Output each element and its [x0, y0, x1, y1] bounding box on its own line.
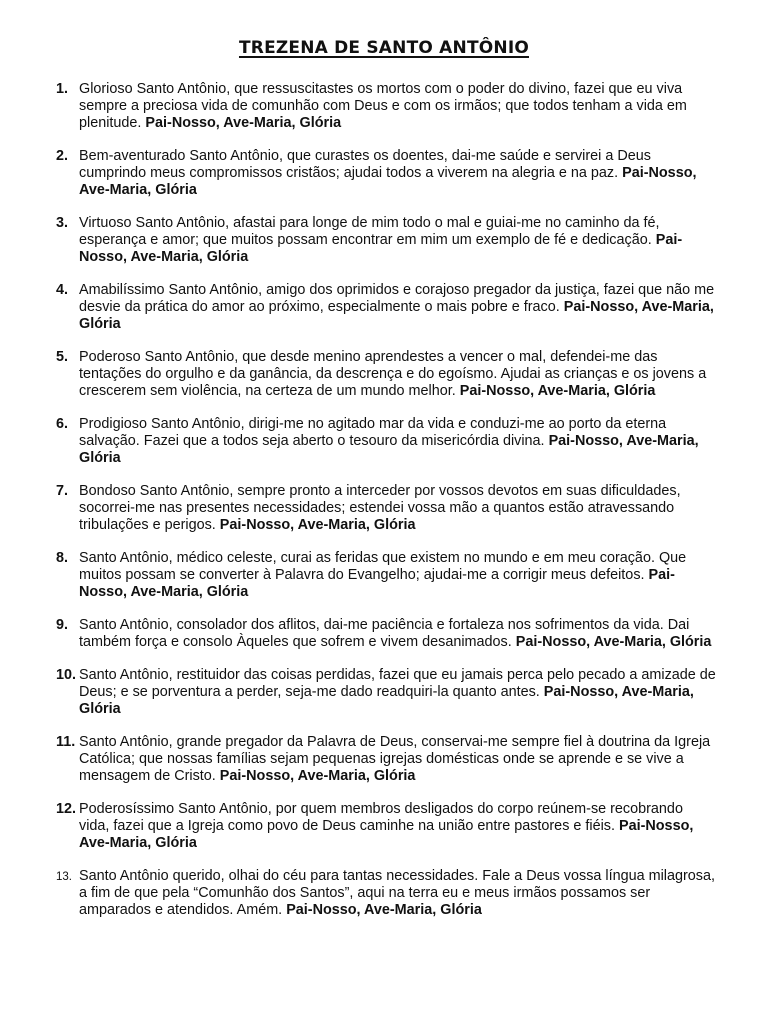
prayer-refrain: Pai-Nosso, Ave-Maria, Glória: [79, 818, 694, 851]
prayer-number: 1.: [56, 81, 69, 97]
prayer-refrain: Pai-Nosso, Ave-Maria, Glória: [459, 383, 656, 399]
prayer-refrain: Pai-Nosso, Ave-Maria, Glória: [219, 517, 416, 533]
prayer-number: 8.: [56, 550, 69, 566]
prayer-list: [56, 81, 716, 935]
prayer-item: [56, 416, 716, 467]
prayer-refrain: Pai-Nosso, Ave-Maria, Glória: [79, 232, 683, 265]
prayer-number: 10.: [56, 667, 77, 683]
document-title: TREZENA DE SANTO ANTÔNIO: [238, 38, 529, 58]
prayer-item: [56, 483, 716, 534]
prayer-item: [56, 349, 716, 400]
prayer-number: 3.: [56, 215, 69, 231]
prayer-number: 5.: [56, 349, 69, 365]
prayer-text: Prodigioso Santo Antônio, dirigi-me no agitado mar da vida e conduzi-me ao porto da eterna salvação. Fazei que a todos seja aberto o tesouro da misericórdia divina.: [79, 416, 667, 449]
prayer-item: [56, 734, 716, 785]
prayer-text: Poderosíssimo Santo Antônio, por quem membros desligados do corpo reúnem-se recobrando vida, fazei que a Igreja como povo de Deus caminhe na união entre pastores e fiéis.: [79, 801, 683, 834]
prayer-text: Virtuoso Santo Antônio, afastai para longe de mim todo o mal e guiai-me no caminho da fé, esperança e amor; que muitos possam encontrar em mim um exemplo de fé e dedicação.: [79, 215, 660, 248]
prayer-item: [56, 81, 716, 132]
prayer-refrain: Pai-Nosso, Ave-Maria, Glória: [145, 115, 342, 131]
prayer-refrain: Pai-Nosso, Ave-Maria, Glória: [219, 768, 416, 784]
prayer-text: Santo Antônio, consolador dos aflitos, dai-me paciência e fortaleza nos sofrimentos da vida. Dai também força e consolo Àqueles que sofrem e vivem desanimados.: [79, 617, 690, 650]
prayer-item: [56, 550, 716, 601]
prayer-refrain: Pai-Nosso, Ave-Maria, Glória: [79, 684, 694, 717]
prayer-item: [56, 148, 716, 199]
prayer-text: Poderoso Santo Antônio, que desde menino aprendestes a vencer o mal, defendei-me das tentações do orgulho e da ganância, da descrença e do egoísmo. Ajudai as crianças e os jovens a crescerem sem violência, na certeza de um mundo melhor.: [79, 349, 707, 399]
prayer-refrain: Pai-Nosso, Ave-Maria, Glória: [79, 299, 714, 332]
prayer-text: Santo Antônio querido, olhai do céu para tantas necessidades. Fale a Deus vossa língua milagrosa, a fim de que pela “Comunhão dos Santos”, aqui na terra eu e meus irmãos possamos ser amparados e atendidos. Amém.: [79, 868, 715, 918]
prayer-number: 9.: [56, 617, 69, 633]
prayer-item: [56, 215, 716, 266]
prayer-item: [56, 282, 716, 333]
prayer-text: Bem-aventurado Santo Antônio, que curastes os doentes, dai-me saúde e servirei a Deus cumprindo meus compromissos cristãos; ajudai todos a viverem na alegria e na paz.: [79, 148, 651, 181]
prayer-text: Glorioso Santo Antônio, que ressuscitastes os mortos com o poder do divino, fazei que eu viva sempre a preciosa vida de comunhão com Deus e com os irmãos; que todos tenham a vida em plenitude.: [79, 81, 687, 131]
prayer-item: [56, 617, 716, 651]
prayer-item: [56, 667, 716, 718]
prayer-item: [56, 868, 716, 919]
prayer-number: 7.: [56, 483, 69, 499]
prayer-item: [56, 801, 716, 852]
prayer-number: 4.: [56, 282, 69, 298]
prayer-refrain: Pai-Nosso, Ave-Maria, Glória: [286, 902, 482, 918]
prayer-refrain: Pai-Nosso, Ave-Maria, Glória: [515, 634, 712, 650]
prayer-refrain: Pai-Nosso, Ave-Maria, Glória: [79, 567, 675, 600]
prayer-text: Santo Antônio, médico celeste, curai as feridas que existem no mundo e em meu coração. Que muitos possam se converter à Palavra do Evangelho; ajudai-me a corrigir meus defeitos.: [79, 550, 687, 583]
prayer-text: Santo Antônio, grande pregador da Palavra de Deus, conservai-me sempre fiel à doutrina da Igreja Católica; que nossas famílias sejam pequenas igrejas domésticas onde se aprende e se vive a mensagem de Cristo.: [79, 734, 711, 784]
prayer-number: 12.: [56, 801, 77, 817]
prayer-number: 11.: [56, 734, 76, 750]
prayer-number: 13.: [56, 871, 72, 883]
prayer-refrain: Pai-Nosso, Ave-Maria, Glória: [79, 433, 699, 466]
prayer-number: 2.: [56, 148, 69, 164]
prayer-text: Santo Antônio, restituidor das coisas perdidas, fazei que eu jamais perca pelo pecado a amizade de Deus; e se porventura a perder, seja-me dado readquiri-la quanto antes.: [79, 667, 716, 700]
prayer-text: Bondoso Santo Antônio, sempre pronto a interceder por vossos devotos em suas dificuldades, socorrei-me nas presentes necessidades; estendei vossa mão a quantos estão atravessando tribulações e perigos.: [79, 483, 681, 533]
prayer-text: Amabilíssimo Santo Antônio, amigo dos oprimidos e corajoso pregador da justiça, fazei que não me desvie da prática do amor ao próximo, especialmente o mais pobre e fraco.: [79, 282, 715, 315]
prayer-number: 6.: [56, 416, 69, 432]
prayer-refrain: Pai-Nosso, Ave-Maria, Glória: [79, 165, 697, 198]
